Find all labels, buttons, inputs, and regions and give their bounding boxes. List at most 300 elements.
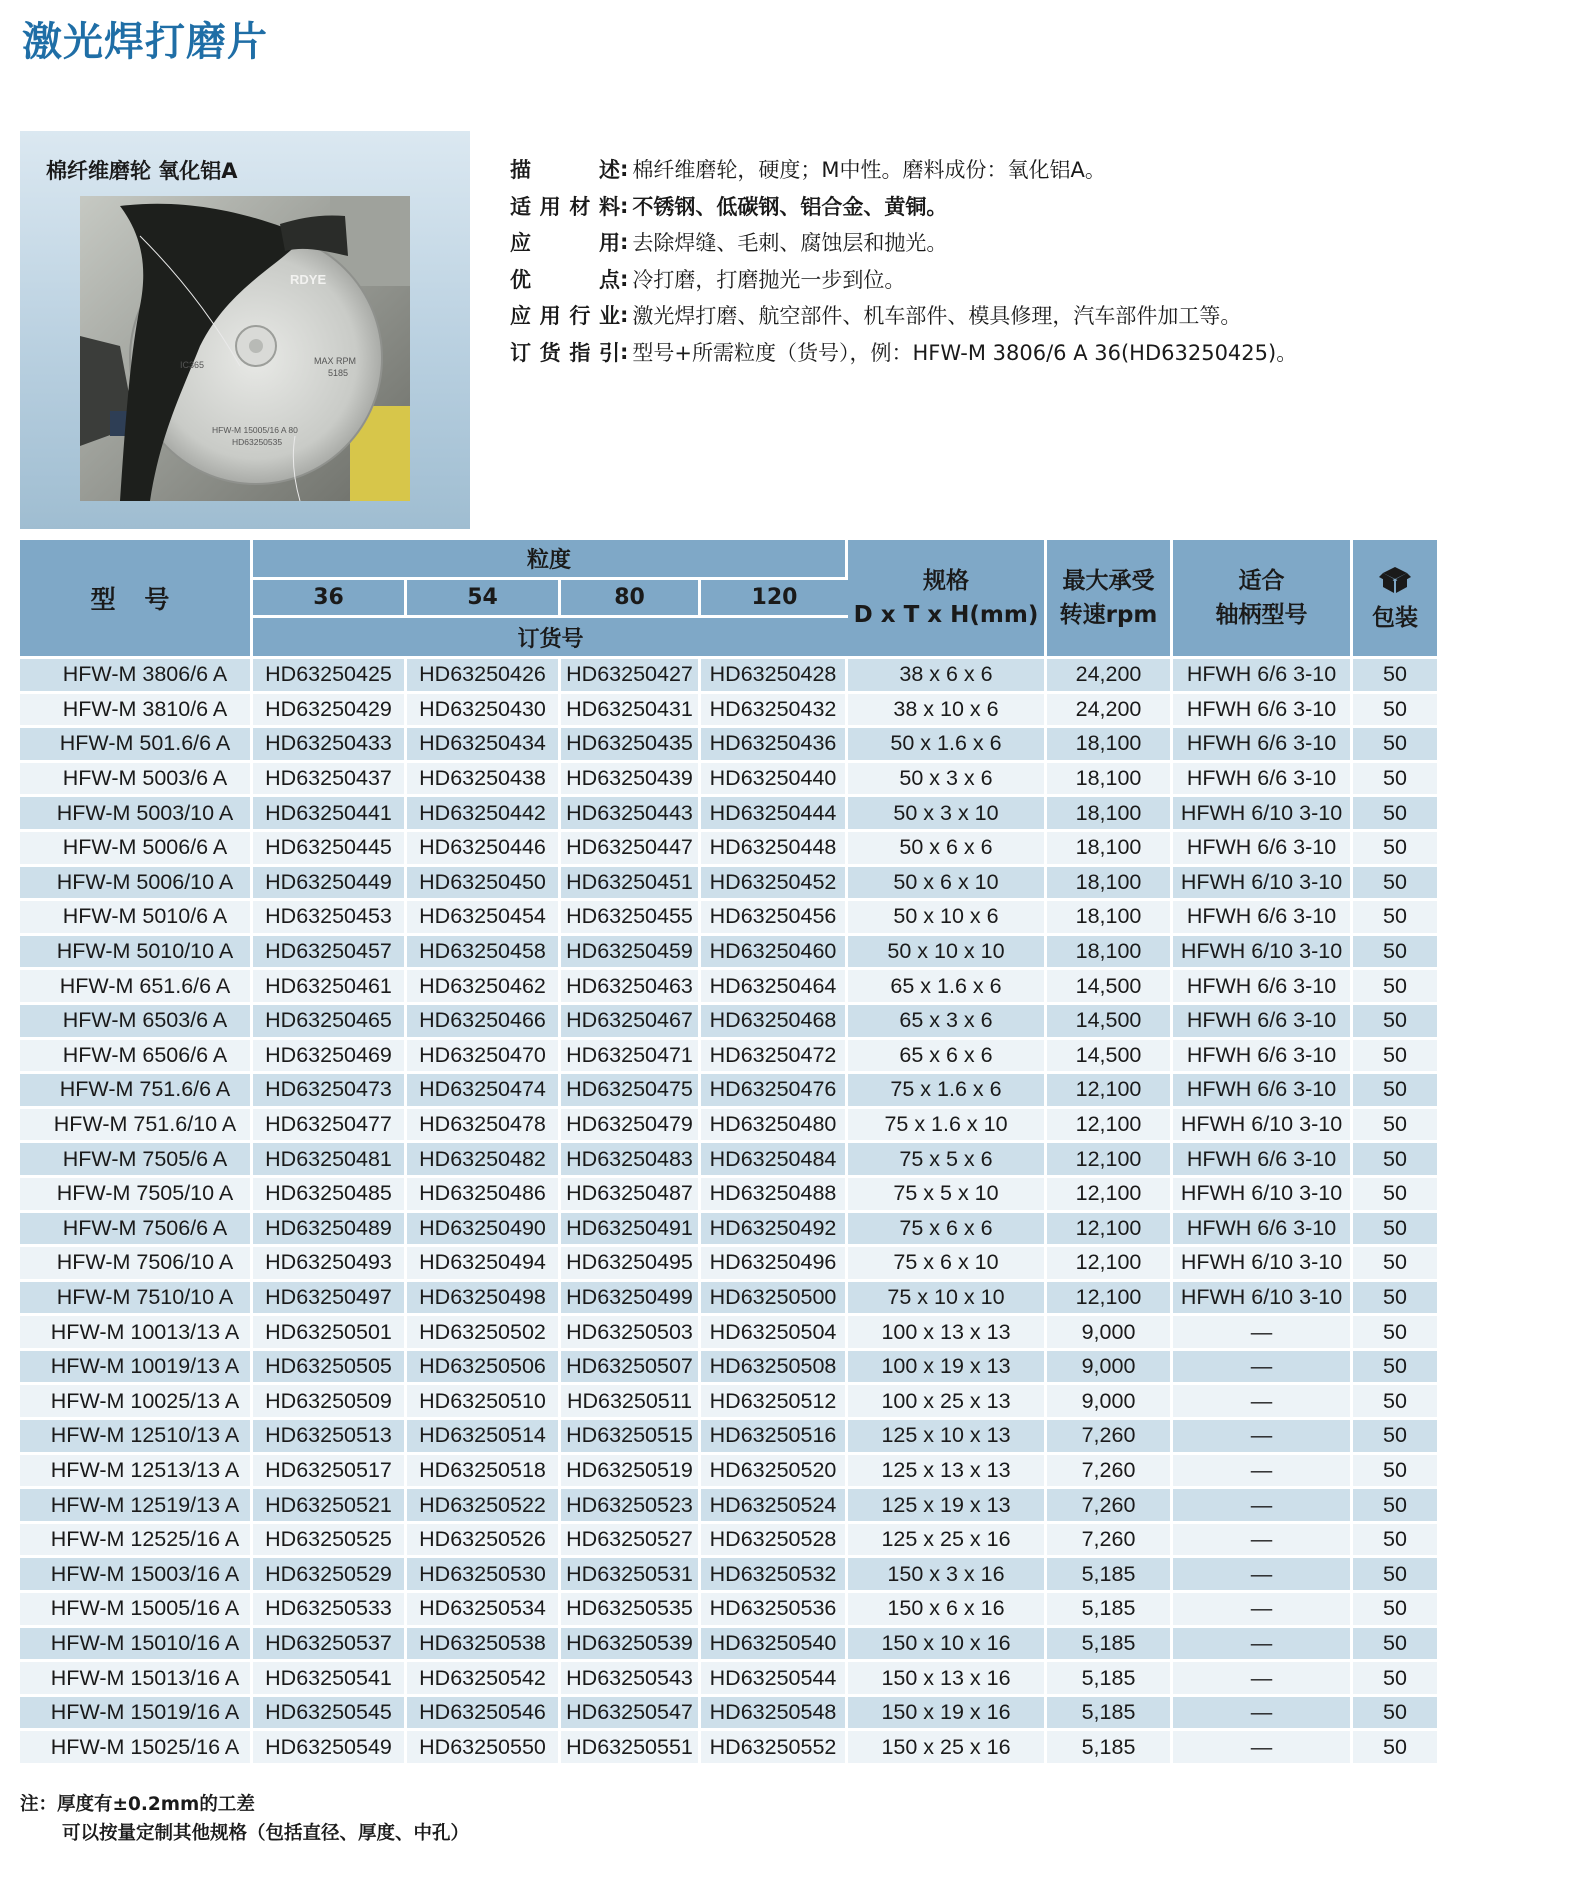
- cell-order-80: HD63250523: [561, 1489, 701, 1524]
- cell-order-80: HD63250499: [561, 1282, 701, 1317]
- cell-order-54: HD63250494: [407, 1247, 561, 1282]
- cell-shank: —: [1173, 1593, 1353, 1628]
- cell-shank: —: [1173, 1455, 1353, 1490]
- description-item-ordering: 订货指引 : 型号+所需粒度（货号），例：HFW-M 3806/6 A 36(HD63250425)。: [510, 334, 1297, 371]
- spec-table-body: [20, 659, 1437, 1766]
- header-shank-line2: 轴柄型号: [1215, 602, 1308, 628]
- table-row: [20, 1351, 1437, 1386]
- table-row: [20, 1213, 1437, 1248]
- cell-order-54: HD63250462: [407, 970, 561, 1005]
- table-row: [20, 1489, 1437, 1524]
- cell-spec: 38 x 10 x 6: [848, 694, 1047, 729]
- cell-order-54: HD63250426: [407, 659, 561, 694]
- cell-order-36: HD63250493: [253, 1247, 407, 1282]
- description-label: 适用材料: [510, 194, 620, 219]
- cell-order-36: HD63250465: [253, 1005, 407, 1040]
- box-icon: [1379, 565, 1411, 595]
- cell-order-54: HD63250490: [407, 1213, 561, 1248]
- cell-pack: 50: [1353, 1109, 1437, 1144]
- description-value: 冷打磨，打磨抛光一步到位。: [632, 267, 906, 292]
- table-row: [20, 728, 1437, 763]
- cell-order-80: HD63250431: [561, 694, 701, 729]
- description-value: 棉纤维磨轮，硬度；M中性。磨料成份：氧化铝A。: [632, 158, 1106, 183]
- cell-order-36: HD63250433: [253, 728, 407, 763]
- cell-shank: HFWH 6/6 3-10: [1173, 659, 1353, 694]
- cell-model: HFW-M 5003/6 A: [20, 763, 253, 798]
- cell-order-54: HD63250546: [407, 1697, 561, 1732]
- cell-order-36: HD63250425: [253, 659, 407, 694]
- cell-order-80: HD63250471: [561, 1040, 701, 1075]
- cell-spec: 50 x 10 x 6: [848, 901, 1047, 936]
- cell-pack: 50: [1353, 936, 1437, 971]
- cell-shank: —: [1173, 1351, 1353, 1386]
- cell-shank: HFWH 6/6 3-10: [1173, 763, 1353, 798]
- description-list: [510, 151, 1297, 370]
- header-shank: [1173, 540, 1353, 659]
- product-card: [20, 131, 470, 529]
- cell-model: HFW-M 6503/6 A: [20, 1005, 253, 1040]
- cell-shank: HFWH 6/10 3-10: [1173, 867, 1353, 902]
- header-rpm-line2: 转速rpm: [1059, 602, 1158, 628]
- cell-order-80: HD63250495: [561, 1247, 701, 1282]
- cell-order-54: HD63250450: [407, 867, 561, 902]
- cell-order-80: HD63250535: [561, 1593, 701, 1628]
- cell-order-36: HD63250461: [253, 970, 407, 1005]
- description-label: 描述: [510, 158, 620, 183]
- cell-pack: 50: [1353, 1143, 1437, 1178]
- cell-order-54: HD63250470: [407, 1040, 561, 1075]
- table-row: [20, 1247, 1437, 1282]
- cell-spec: 125 x 10 x 13: [848, 1420, 1047, 1455]
- cell-model: HFW-M 10025/13 A: [20, 1385, 253, 1420]
- cell-order-80: HD63250451: [561, 867, 701, 902]
- cell-order-80: HD63250475: [561, 1074, 701, 1109]
- cell-shank: HFWH 6/6 3-10: [1173, 694, 1353, 729]
- cell-order-36: HD63250541: [253, 1662, 407, 1697]
- table-row: [20, 936, 1437, 971]
- cell-order-36: HD63250517: [253, 1455, 407, 1490]
- cell-order-80: HD63250483: [561, 1143, 701, 1178]
- cell-shank: HFWH 6/6 3-10: [1173, 901, 1353, 936]
- header-spec: [848, 540, 1047, 659]
- cell-spec: 150 x 25 x 16: [848, 1731, 1047, 1766]
- cell-model: HFW-M 7505/10 A: [20, 1178, 253, 1213]
- description-value: 不锈钢、低碳钢、铝合金、黄铜。: [632, 194, 948, 219]
- cell-order-80: HD63250527: [561, 1524, 701, 1559]
- card-title: 棉纤维磨轮 氧化铝A: [46, 159, 238, 183]
- cell-order-80: HD63250551: [561, 1731, 701, 1766]
- cell-order-120: HD63250452: [701, 867, 848, 902]
- cell-pack: 50: [1353, 763, 1437, 798]
- cell-order-36: HD63250521: [253, 1489, 407, 1524]
- description-item-materials: 适用材料 : 不锈钢、低碳钢、铝合金、黄铜。: [510, 188, 1297, 225]
- cell-order-54: HD63250466: [407, 1005, 561, 1040]
- cell-order-36: HD63250501: [253, 1316, 407, 1351]
- header-spec-line2: D x T x H(mm): [853, 602, 1039, 628]
- cell-pack: 50: [1353, 970, 1437, 1005]
- cell-pack: 50: [1353, 1628, 1437, 1663]
- description-item-application: 应用 : 去除焊缝、毛刺、腐蚀层和抛光。: [510, 224, 1297, 261]
- cell-order-36: HD63250489: [253, 1213, 407, 1248]
- cell-shank: HFWH 6/6 3-10: [1173, 970, 1353, 1005]
- cell-pack: 50: [1353, 901, 1437, 936]
- cell-order-120: HD63250428: [701, 659, 848, 694]
- cell-model: HFW-M 15025/16 A: [20, 1731, 253, 1766]
- header-model: 型 号: [20, 540, 253, 659]
- cell-order-120: HD63250536: [701, 1593, 848, 1628]
- cell-shank: HFWH 6/10 3-10: [1173, 797, 1353, 832]
- cell-shank: HFWH 6/10 3-10: [1173, 1178, 1353, 1213]
- cell-order-80: HD63250507: [561, 1351, 701, 1386]
- cell-shank: —: [1173, 1731, 1353, 1766]
- cell-spec: 150 x 19 x 16: [848, 1697, 1047, 1732]
- cell-spec: 150 x 3 x 16: [848, 1558, 1047, 1593]
- cell-spec: 75 x 10 x 10: [848, 1282, 1047, 1317]
- header-grit: 粒度: [253, 540, 848, 580]
- cell-order-80: HD63250491: [561, 1213, 701, 1248]
- cell-pack: 50: [1353, 1040, 1437, 1075]
- cell-max-rpm: 9,000: [1047, 1351, 1173, 1386]
- cell-max-rpm: 9,000: [1047, 1385, 1173, 1420]
- cell-max-rpm: 12,100: [1047, 1213, 1173, 1248]
- cell-order-120: HD63250504: [701, 1316, 848, 1351]
- header-grit-36: 36: [253, 580, 407, 618]
- cell-pack: 50: [1353, 1420, 1437, 1455]
- cell-order-80: HD63250547: [561, 1697, 701, 1732]
- cell-order-36: HD63250457: [253, 936, 407, 971]
- photo-max-rpm-label: MAX RPM: [314, 356, 357, 366]
- cell-shank: HFWH 6/10 3-10: [1173, 1247, 1353, 1282]
- cell-spec: 65 x 6 x 6: [848, 1040, 1047, 1075]
- cell-spec: 150 x 13 x 16: [848, 1662, 1047, 1697]
- cell-order-36: HD63250437: [253, 763, 407, 798]
- cell-spec: 65 x 1.6 x 6: [848, 970, 1047, 1005]
- spec-table: [20, 540, 1437, 1766]
- cell-order-80: HD63250531: [561, 1558, 701, 1593]
- description-item-advantages: 优点 : 冷打磨，打磨抛光一步到位。: [510, 261, 1297, 298]
- cell-order-54: HD63250514: [407, 1420, 561, 1455]
- cell-pack: 50: [1353, 867, 1437, 902]
- cell-max-rpm: 12,100: [1047, 1109, 1173, 1144]
- header-pack-label: 包装: [1372, 604, 1418, 631]
- header-spec-line1: 规格: [923, 568, 969, 594]
- cell-order-80: HD63250519: [561, 1455, 701, 1490]
- description-item-industries: 应用行业 : 激光焊打磨、航空部件、机车部件、模具修理，汽车部件加工等。: [510, 297, 1297, 334]
- cell-order-120: HD63250472: [701, 1040, 848, 1075]
- cell-model: HFW-M 7505/6 A: [20, 1143, 253, 1178]
- cell-pack: 50: [1353, 1074, 1437, 1109]
- cell-max-rpm: 14,500: [1047, 970, 1173, 1005]
- cell-model: HFW-M 6506/6 A: [20, 1040, 253, 1075]
- cell-max-rpm: 18,100: [1047, 936, 1173, 971]
- table-row: [20, 1524, 1437, 1559]
- cell-pack: 50: [1353, 1316, 1437, 1351]
- cell-model: HFW-M 651.6/6 A: [20, 970, 253, 1005]
- cell-shank: —: [1173, 1697, 1353, 1732]
- cell-spec: 75 x 6 x 10: [848, 1247, 1047, 1282]
- description-label: 订货指引: [510, 340, 620, 365]
- cell-max-rpm: 5,185: [1047, 1697, 1173, 1732]
- description-label: 应用行业: [510, 304, 620, 329]
- cell-order-120: HD63250496: [701, 1247, 848, 1282]
- cell-model: HFW-M 5006/6 A: [20, 832, 253, 867]
- cell-max-rpm: 7,260: [1047, 1455, 1173, 1490]
- cell-max-rpm: 9,000: [1047, 1316, 1173, 1351]
- cell-order-54: HD63250538: [407, 1628, 561, 1663]
- cell-shank: —: [1173, 1489, 1353, 1524]
- cell-pack: 50: [1353, 1455, 1437, 1490]
- cell-order-36: HD63250549: [253, 1731, 407, 1766]
- cell-pack: 50: [1353, 1385, 1437, 1420]
- cell-pack: 50: [1353, 1731, 1437, 1766]
- cell-max-rpm: 5,185: [1047, 1731, 1173, 1766]
- cell-model: HFW-M 5003/10 A: [20, 797, 253, 832]
- cell-model: HFW-M 15019/16 A: [20, 1697, 253, 1732]
- cell-spec: 75 x 5 x 6: [848, 1143, 1047, 1178]
- cell-max-rpm: 14,500: [1047, 1005, 1173, 1040]
- cell-order-120: HD63250464: [701, 970, 848, 1005]
- cell-shank: —: [1173, 1385, 1353, 1420]
- cell-order-120: HD63250540: [701, 1628, 848, 1663]
- cell-order-54: HD63250502: [407, 1316, 561, 1351]
- cell-order-80: HD63250447: [561, 832, 701, 867]
- cell-order-36: HD63250509: [253, 1385, 407, 1420]
- cell-order-54: HD63250446: [407, 832, 561, 867]
- cell-spec: 50 x 1.6 x 6: [848, 728, 1047, 763]
- cell-order-36: HD63250469: [253, 1040, 407, 1075]
- cell-order-120: HD63250440: [701, 763, 848, 798]
- cell-order-120: HD63250468: [701, 1005, 848, 1040]
- cell-max-rpm: 12,100: [1047, 1282, 1173, 1317]
- cell-shank: HFWH 6/6 3-10: [1173, 1213, 1353, 1248]
- table-row: [20, 1731, 1437, 1766]
- cell-shank: —: [1173, 1420, 1353, 1455]
- cell-spec: 75 x 5 x 10: [848, 1178, 1047, 1213]
- cell-model: HFW-M 7510/10 A: [20, 1282, 253, 1317]
- description-item-desc: 描述 : 棉纤维磨轮，硬度；M中性。磨料成份：氧化铝A。: [510, 151, 1297, 188]
- cell-order-36: HD63250525: [253, 1524, 407, 1559]
- table-row: [20, 901, 1437, 936]
- cell-shank: —: [1173, 1558, 1353, 1593]
- cell-pack: 50: [1353, 832, 1437, 867]
- cell-order-36: HD63250441: [253, 797, 407, 832]
- cell-max-rpm: 18,100: [1047, 867, 1173, 902]
- cell-order-120: HD63250456: [701, 901, 848, 936]
- cell-order-80: HD63250515: [561, 1420, 701, 1455]
- cell-spec: 38 x 6 x 6: [848, 659, 1047, 694]
- product-photo: [80, 196, 410, 501]
- cell-order-120: HD63250520: [701, 1455, 848, 1490]
- cell-model: HFW-M 15003/16 A: [20, 1558, 253, 1593]
- cell-order-120: HD63250480: [701, 1109, 848, 1144]
- cell-model: HFW-M 15005/16 A: [20, 1593, 253, 1628]
- cell-order-36: HD63250481: [253, 1143, 407, 1178]
- cell-order-120: HD63250508: [701, 1351, 848, 1386]
- cell-order-120: HD63250544: [701, 1662, 848, 1697]
- cell-order-80: HD63250487: [561, 1178, 701, 1213]
- cell-shank: HFWH 6/6 3-10: [1173, 832, 1353, 867]
- table-row: [20, 1593, 1437, 1628]
- photo-max-rpm-value: 5185: [328, 368, 349, 378]
- cell-order-80: HD63250467: [561, 1005, 701, 1040]
- cell-shank: HFWH 6/6 3-10: [1173, 1074, 1353, 1109]
- cell-pack: 50: [1353, 1524, 1437, 1559]
- cell-model: HFW-M 12513/13 A: [20, 1455, 253, 1490]
- header-order-no: 订货号: [253, 618, 848, 659]
- cell-spec: 75 x 1.6 x 10: [848, 1109, 1047, 1144]
- cell-order-120: HD63250500: [701, 1282, 848, 1317]
- cell-max-rpm: 5,185: [1047, 1593, 1173, 1628]
- description-label: 应用: [510, 231, 620, 256]
- cell-order-36: HD63250513: [253, 1420, 407, 1455]
- cell-order-80: HD63250455: [561, 901, 701, 936]
- photo-brand-text: RDYE: [290, 272, 327, 287]
- cell-shank: —: [1173, 1662, 1353, 1697]
- cell-pack: 50: [1353, 1593, 1437, 1628]
- product-photo-illustration: [80, 196, 410, 501]
- cell-spec: 100 x 13 x 13: [848, 1316, 1047, 1351]
- cell-max-rpm: 5,185: [1047, 1558, 1173, 1593]
- cell-order-54: HD63250478: [407, 1109, 561, 1144]
- cell-model: HFW-M 10013/13 A: [20, 1316, 253, 1351]
- cell-spec: 50 x 6 x 6: [848, 832, 1047, 867]
- header-grit-80: 80: [561, 580, 701, 618]
- page-title: 激光焊打磨片: [22, 19, 268, 65]
- cell-pack: 50: [1353, 659, 1437, 694]
- header-shank-line1: 适合: [1238, 568, 1285, 594]
- cell-order-120: HD63250436: [701, 728, 848, 763]
- cell-pack: 50: [1353, 1247, 1437, 1282]
- cell-order-80: HD63250479: [561, 1109, 701, 1144]
- table-row: [20, 694, 1437, 729]
- cell-order-36: HD63250473: [253, 1074, 407, 1109]
- table-row: [20, 1109, 1437, 1144]
- cell-order-120: HD63250552: [701, 1731, 848, 1766]
- cell-spec: 100 x 25 x 13: [848, 1385, 1047, 1420]
- cell-spec: 50 x 3 x 6: [848, 763, 1047, 798]
- table-row: [20, 797, 1437, 832]
- cell-order-36: HD63250533: [253, 1593, 407, 1628]
- cell-spec: 150 x 6 x 16: [848, 1593, 1047, 1628]
- cell-order-120: HD63250444: [701, 797, 848, 832]
- cell-max-rpm: 24,200: [1047, 659, 1173, 694]
- cell-order-54: HD63250550: [407, 1731, 561, 1766]
- cell-shank: —: [1173, 1316, 1353, 1351]
- cell-order-54: HD63250438: [407, 763, 561, 798]
- cell-order-36: HD63250445: [253, 832, 407, 867]
- table-row: [20, 659, 1437, 694]
- cell-order-120: HD63250476: [701, 1074, 848, 1109]
- table-row: [20, 832, 1437, 867]
- cell-max-rpm: 7,260: [1047, 1524, 1173, 1559]
- cell-shank: HFWH 6/6 3-10: [1173, 1040, 1353, 1075]
- cell-order-54: HD63250530: [407, 1558, 561, 1593]
- cell-order-54: HD63250542: [407, 1662, 561, 1697]
- cell-order-80: HD63250463: [561, 970, 701, 1005]
- cell-pack: 50: [1353, 694, 1437, 729]
- cell-model: HFW-M 12519/13 A: [20, 1489, 253, 1524]
- cell-order-54: HD63250454: [407, 901, 561, 936]
- cell-spec: 50 x 10 x 10: [848, 936, 1047, 971]
- cell-max-rpm: 12,100: [1047, 1178, 1173, 1213]
- table-row: [20, 1282, 1437, 1317]
- cell-order-120: HD63250516: [701, 1420, 848, 1455]
- cell-order-120: HD63250460: [701, 936, 848, 971]
- cell-order-54: HD63250498: [407, 1282, 561, 1317]
- cell-order-54: HD63250430: [407, 694, 561, 729]
- table-row: [20, 1143, 1437, 1178]
- cell-order-54: HD63250506: [407, 1351, 561, 1386]
- cell-order-80: HD63250503: [561, 1316, 701, 1351]
- cell-pack: 50: [1353, 1662, 1437, 1697]
- cell-pack: 50: [1353, 1005, 1437, 1040]
- cell-model: HFW-M 3810/6 A: [20, 694, 253, 729]
- cell-pack: 50: [1353, 1282, 1437, 1317]
- cell-spec: 150 x 10 x 16: [848, 1628, 1047, 1663]
- cell-order-36: HD63250449: [253, 867, 407, 902]
- cell-shank: HFWH 6/10 3-10: [1173, 1109, 1353, 1144]
- cell-pack: 50: [1353, 728, 1437, 763]
- cell-order-120: HD63250528: [701, 1524, 848, 1559]
- cell-spec: 75 x 6 x 6: [848, 1213, 1047, 1248]
- cell-model: HFW-M 12510/13 A: [20, 1420, 253, 1455]
- table-row: [20, 1005, 1437, 1040]
- cell-order-80: HD63250459: [561, 936, 701, 971]
- cell-max-rpm: 18,100: [1047, 728, 1173, 763]
- cell-order-36: HD63250545: [253, 1697, 407, 1732]
- cell-model: HFW-M 10019/13 A: [20, 1351, 253, 1386]
- cell-pack: 50: [1353, 1213, 1437, 1248]
- cell-pack: 50: [1353, 797, 1437, 832]
- header-grit-120: 120: [701, 580, 848, 618]
- cell-order-54: HD63250486: [407, 1178, 561, 1213]
- note-tolerance: 注：厚度有±0.2mm的工差: [20, 1794, 255, 1815]
- table-row: [20, 763, 1437, 798]
- cell-model: HFW-M 15010/16 A: [20, 1628, 253, 1663]
- cell-pack: 50: [1353, 1489, 1437, 1524]
- cell-order-36: HD63250529: [253, 1558, 407, 1593]
- header-rpm: [1047, 540, 1173, 659]
- cell-order-80: HD63250543: [561, 1662, 701, 1697]
- cell-shank: —: [1173, 1524, 1353, 1559]
- cell-shank: HFWH 6/6 3-10: [1173, 1005, 1353, 1040]
- table-row: [20, 1178, 1437, 1213]
- cell-order-54: HD63250522: [407, 1489, 561, 1524]
- cell-order-36: HD63250485: [253, 1178, 407, 1213]
- cell-model: HFW-M 7506/10 A: [20, 1247, 253, 1282]
- cell-spec: 125 x 25 x 16: [848, 1524, 1047, 1559]
- cell-model: HFW-M 7506/6 A: [20, 1213, 253, 1248]
- cell-spec: 50 x 3 x 10: [848, 797, 1047, 832]
- cell-order-54: HD63250474: [407, 1074, 561, 1109]
- cell-order-36: HD63250505: [253, 1351, 407, 1386]
- cell-order-120: HD63250548: [701, 1697, 848, 1732]
- cell-order-54: HD63250442: [407, 797, 561, 832]
- cell-model: HFW-M 5006/10 A: [20, 867, 253, 902]
- cell-spec: 50 x 6 x 10: [848, 867, 1047, 902]
- cell-order-120: HD63250524: [701, 1489, 848, 1524]
- cell-max-rpm: 5,185: [1047, 1662, 1173, 1697]
- cell-order-54: HD63250526: [407, 1524, 561, 1559]
- cell-shank: HFWH 6/6 3-10: [1173, 728, 1353, 763]
- description-value: 去除焊缝、毛刺、腐蚀层和抛光。: [632, 231, 948, 256]
- cell-order-80: HD63250435: [561, 728, 701, 763]
- cell-order-36: HD63250453: [253, 901, 407, 936]
- cell-spec: 100 x 19 x 13: [848, 1351, 1047, 1386]
- cell-order-80: HD63250443: [561, 797, 701, 832]
- cell-max-rpm: 18,100: [1047, 901, 1173, 936]
- cell-model: HFW-M 15013/16 A: [20, 1662, 253, 1697]
